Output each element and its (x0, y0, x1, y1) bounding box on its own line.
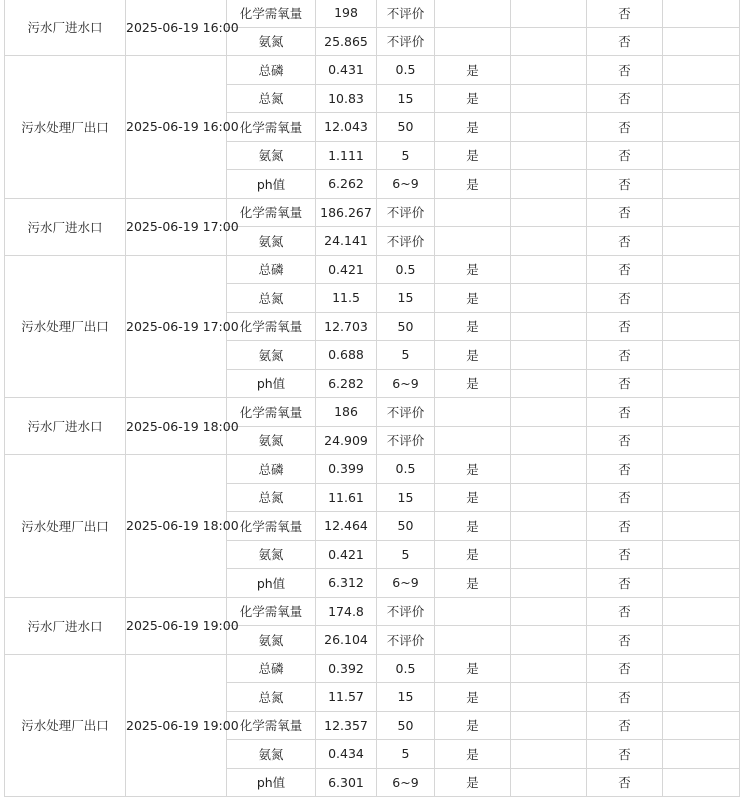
blank-cell (663, 170, 740, 199)
blank-cell (663, 426, 740, 455)
compliant-cell: 是 (435, 540, 511, 569)
table-body (5, 0, 740, 797)
value-cell: 12.703 (316, 312, 377, 341)
value-cell: 186.267 (316, 198, 377, 227)
indicator-cell: 化学需氧量 (227, 711, 316, 740)
table-row (5, 198, 740, 227)
value-cell: 26.104 (316, 626, 377, 655)
blank-cell (511, 341, 587, 370)
exceed-cell: 否 (587, 27, 663, 56)
blank-cell (511, 141, 587, 170)
exceed-cell: 否 (587, 483, 663, 512)
compliant-cell: 是 (435, 312, 511, 341)
time-cell: 2025-06-19 17:00 (126, 198, 227, 255)
table-row (5, 455, 740, 484)
indicator-cell: 氨氮 (227, 27, 316, 56)
blank-cell (511, 0, 587, 27)
blank-cell (663, 341, 740, 370)
standard-cell: 5 (377, 540, 435, 569)
blank-cell (663, 255, 740, 284)
indicator-cell: 氨氮 (227, 141, 316, 170)
exceed-cell: 否 (587, 597, 663, 626)
blank-cell (511, 740, 587, 769)
exceed-cell: 否 (587, 369, 663, 398)
value-cell: 12.464 (316, 512, 377, 541)
blank-cell (663, 84, 740, 113)
indicator-cell: 化学需氧量 (227, 198, 316, 227)
compliant-cell: 是 (435, 711, 511, 740)
value-cell: 24.141 (316, 227, 377, 256)
indicator-cell: 总氮 (227, 483, 316, 512)
indicator-cell: 氨氮 (227, 227, 316, 256)
value-cell: 6.301 (316, 768, 377, 797)
blank-cell (663, 398, 740, 427)
blank-cell (511, 170, 587, 199)
compliant-cell: 是 (435, 768, 511, 797)
blank-cell (511, 27, 587, 56)
indicator-cell: 化学需氧量 (227, 597, 316, 626)
blank-cell (511, 84, 587, 113)
indicator-cell: 化学需氧量 (227, 312, 316, 341)
blank-cell (511, 683, 587, 712)
blank-cell (511, 369, 587, 398)
blank-cell (663, 198, 740, 227)
standard-cell: 5 (377, 740, 435, 769)
standard-cell: 6~9 (377, 369, 435, 398)
blank-cell (663, 597, 740, 626)
value-cell: 25.865 (316, 27, 377, 56)
standard-cell: 50 (377, 113, 435, 142)
table-row (5, 654, 740, 683)
indicator-cell: 化学需氧量 (227, 0, 316, 27)
blank-cell (511, 654, 587, 683)
indicator-cell: ph值 (227, 768, 316, 797)
standard-cell: 不评价 (377, 597, 435, 626)
exceed-cell: 否 (587, 683, 663, 712)
standard-cell: 50 (377, 312, 435, 341)
value-cell: 11.5 (316, 284, 377, 313)
blank-cell (663, 312, 740, 341)
blank-cell (511, 284, 587, 313)
blank-cell (511, 56, 587, 85)
value-cell: 0.399 (316, 455, 377, 484)
compliant-cell: 是 (435, 654, 511, 683)
exceed-cell: 否 (587, 141, 663, 170)
blank-cell (511, 312, 587, 341)
blank-cell (663, 284, 740, 313)
table-row (5, 56, 740, 85)
blank-cell (663, 0, 740, 27)
indicator-cell: 化学需氧量 (227, 398, 316, 427)
exceed-cell: 否 (587, 398, 663, 427)
time-cell: 2025-06-19 19:00 (126, 597, 227, 654)
value-cell: 0.431 (316, 56, 377, 85)
value-cell: 12.043 (316, 113, 377, 142)
blank-cell (663, 683, 740, 712)
compliant-cell: 是 (435, 569, 511, 598)
blank-cell (663, 56, 740, 85)
time-cell: 2025-06-19 16:00 (126, 56, 227, 199)
value-cell: 186 (316, 398, 377, 427)
indicator-cell: 总磷 (227, 255, 316, 284)
standard-cell: 6~9 (377, 569, 435, 598)
compliant-cell: 是 (435, 56, 511, 85)
exceed-cell: 否 (587, 255, 663, 284)
exceed-cell: 否 (587, 84, 663, 113)
standard-cell: 0.5 (377, 255, 435, 284)
indicator-cell: 氨氮 (227, 426, 316, 455)
table-row (5, 0, 740, 27)
value-cell: 11.61 (316, 483, 377, 512)
blank-cell (663, 113, 740, 142)
exceed-cell: 否 (587, 654, 663, 683)
blank-cell (663, 512, 740, 541)
site-cell: 污水厂进水口 (5, 198, 126, 255)
standard-cell: 50 (377, 512, 435, 541)
value-cell: 24.909 (316, 426, 377, 455)
indicator-cell: 总氮 (227, 284, 316, 313)
exceed-cell: 否 (587, 426, 663, 455)
blank-cell (663, 569, 740, 598)
blank-cell (511, 626, 587, 655)
blank-cell (663, 227, 740, 256)
site-cell: 污水处理厂出口 (5, 455, 126, 598)
value-cell: 0.421 (316, 540, 377, 569)
indicator-cell: 总氮 (227, 683, 316, 712)
standard-cell: 0.5 (377, 654, 435, 683)
blank-cell (511, 113, 587, 142)
compliant-cell: 是 (435, 512, 511, 541)
standard-cell: 6~9 (377, 768, 435, 797)
value-cell: 0.421 (316, 255, 377, 284)
indicator-cell: ph值 (227, 170, 316, 199)
standard-cell: 15 (377, 284, 435, 313)
blank-cell (663, 369, 740, 398)
indicator-cell: 总磷 (227, 654, 316, 683)
blank-cell (511, 483, 587, 512)
site-cell: 污水厂进水口 (5, 597, 126, 654)
blank-cell (511, 255, 587, 284)
compliant-cell: 是 (435, 683, 511, 712)
compliant-cell (435, 597, 511, 626)
site-cell: 污水厂进水口 (5, 398, 126, 455)
blank-cell (663, 740, 740, 769)
standard-cell: 5 (377, 341, 435, 370)
compliant-cell: 是 (435, 740, 511, 769)
site-cell: 污水处理厂出口 (5, 255, 126, 398)
blank-cell (511, 768, 587, 797)
blank-cell (663, 626, 740, 655)
compliant-cell: 是 (435, 369, 511, 398)
exceed-cell: 否 (587, 455, 663, 484)
exceed-cell: 否 (587, 341, 663, 370)
standard-cell: 5 (377, 141, 435, 170)
compliant-cell: 是 (435, 284, 511, 313)
time-cell: 2025-06-19 18:00 (126, 398, 227, 455)
table-row (5, 255, 740, 284)
indicator-cell: 总氮 (227, 84, 316, 113)
exceed-cell: 否 (587, 170, 663, 199)
compliant-cell (435, 27, 511, 56)
compliant-cell: 是 (435, 341, 511, 370)
blank-cell (663, 711, 740, 740)
value-cell: 10.83 (316, 84, 377, 113)
value-cell: 1.111 (316, 141, 377, 170)
blank-cell (511, 227, 587, 256)
blank-cell (663, 141, 740, 170)
standard-cell: 不评价 (377, 398, 435, 427)
indicator-cell: 总磷 (227, 56, 316, 85)
site-cell: 污水厂进水口 (5, 0, 126, 56)
standard-cell: 15 (377, 483, 435, 512)
value-cell: 6.282 (316, 369, 377, 398)
blank-cell (511, 540, 587, 569)
indicator-cell: 总磷 (227, 455, 316, 484)
standard-cell: 0.5 (377, 455, 435, 484)
compliant-cell: 是 (435, 255, 511, 284)
exceed-cell: 否 (587, 540, 663, 569)
indicator-cell: ph值 (227, 369, 316, 398)
site-cell: 污水处理厂出口 (5, 654, 126, 797)
compliant-cell: 是 (435, 113, 511, 142)
exceed-cell: 否 (587, 512, 663, 541)
blank-cell (663, 540, 740, 569)
value-cell: 174.8 (316, 597, 377, 626)
compliant-cell: 是 (435, 84, 511, 113)
blank-cell (663, 654, 740, 683)
blank-cell (511, 198, 587, 227)
indicator-cell: ph值 (227, 569, 316, 598)
exceed-cell: 否 (587, 312, 663, 341)
standard-cell: 不评价 (377, 198, 435, 227)
standard-cell: 不评价 (377, 27, 435, 56)
time-cell: 2025-06-19 17:00 (126, 255, 227, 398)
compliant-cell: 是 (435, 141, 511, 170)
blank-cell (663, 768, 740, 797)
exceed-cell: 否 (587, 569, 663, 598)
value-cell: 0.392 (316, 654, 377, 683)
standard-cell: 6~9 (377, 170, 435, 199)
standard-cell: 不评价 (377, 0, 435, 27)
monitoring-table (4, 0, 740, 797)
exceed-cell: 否 (587, 284, 663, 313)
blank-cell (511, 597, 587, 626)
compliant-cell (435, 0, 511, 27)
indicator-cell: 氨氮 (227, 626, 316, 655)
blank-cell (511, 569, 587, 598)
indicator-cell: 氨氮 (227, 740, 316, 769)
table-row (5, 597, 740, 626)
time-cell: 2025-06-19 16:00 (126, 0, 227, 56)
standard-cell: 50 (377, 711, 435, 740)
blank-cell (511, 455, 587, 484)
blank-cell (663, 27, 740, 56)
compliant-cell: 是 (435, 170, 511, 199)
indicator-cell: 化学需氧量 (227, 113, 316, 142)
blank-cell (511, 426, 587, 455)
blank-cell (663, 455, 740, 484)
value-cell: 6.262 (316, 170, 377, 199)
compliant-cell (435, 198, 511, 227)
standard-cell: 15 (377, 84, 435, 113)
blank-cell (511, 512, 587, 541)
standard-cell: 不评价 (377, 227, 435, 256)
time-cell: 2025-06-19 18:00 (126, 455, 227, 598)
exceed-cell: 否 (587, 711, 663, 740)
exceed-cell: 否 (587, 740, 663, 769)
value-cell: 0.434 (316, 740, 377, 769)
compliant-cell: 是 (435, 455, 511, 484)
exceed-cell: 否 (587, 768, 663, 797)
exceed-cell: 否 (587, 113, 663, 142)
table-row (5, 398, 740, 427)
value-cell: 6.312 (316, 569, 377, 598)
exceed-cell: 否 (587, 0, 663, 27)
compliant-cell (435, 426, 511, 455)
value-cell: 0.688 (316, 341, 377, 370)
value-cell: 12.357 (316, 711, 377, 740)
indicator-cell: 氨氮 (227, 341, 316, 370)
value-cell: 11.57 (316, 683, 377, 712)
standard-cell: 不评价 (377, 426, 435, 455)
exceed-cell: 否 (587, 626, 663, 655)
standard-cell: 15 (377, 683, 435, 712)
time-cell: 2025-06-19 19:00 (126, 654, 227, 797)
compliant-cell: 是 (435, 483, 511, 512)
compliant-cell (435, 626, 511, 655)
compliant-cell (435, 398, 511, 427)
value-cell: 198 (316, 0, 377, 27)
compliant-cell (435, 227, 511, 256)
blank-cell (511, 711, 587, 740)
standard-cell: 0.5 (377, 56, 435, 85)
standard-cell: 不评价 (377, 626, 435, 655)
exceed-cell: 否 (587, 198, 663, 227)
site-cell: 污水处理厂出口 (5, 56, 126, 199)
blank-cell (663, 483, 740, 512)
blank-cell (511, 398, 587, 427)
exceed-cell: 否 (587, 56, 663, 85)
indicator-cell: 氨氮 (227, 540, 316, 569)
exceed-cell: 否 (587, 227, 663, 256)
indicator-cell: 化学需氧量 (227, 512, 316, 541)
